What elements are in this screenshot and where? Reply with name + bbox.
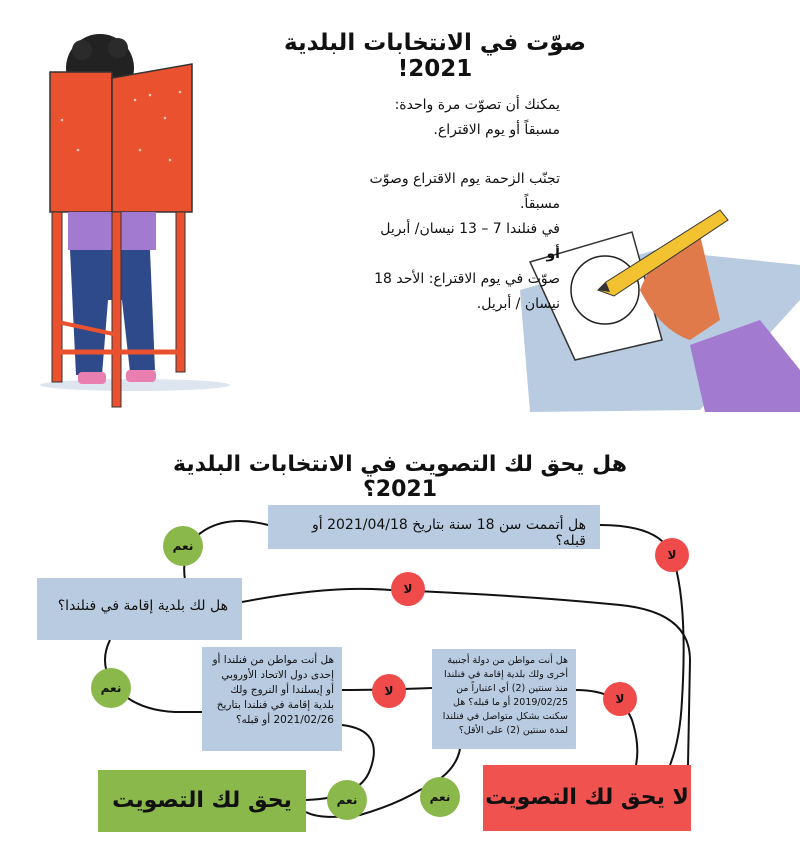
question-municipality: هل لك بلدية إقامة في فنلندا؟ (37, 578, 242, 640)
intro-line: صوّت في يوم الاقتراع: الأحد 18 (374, 271, 560, 287)
result-not-eligible: لا يحق لك التصويت (483, 765, 691, 831)
no-badge: لا (603, 682, 637, 716)
intro-line: مسبقاً أو يوم الاقتراع. (433, 122, 560, 138)
intro-line: مسبقاً. (519, 196, 560, 212)
no-badge: لا (372, 674, 406, 708)
flowchart-title: هل يحق لك التصويت في الانتخابات البلدية 2021؟ (173, 452, 627, 502)
intro-text (330, 93, 560, 317)
result-eligible: يحق لك التصويت (98, 770, 306, 832)
intro-line: تجنّب الزحمة يوم الاقتراع وصوّت (369, 171, 560, 187)
question-foreign-citizen: هل أنت مواطن من دولة أجنبية أخرى ولك بلدية إقامة في فنلندا منذ سنتين (2) أي اعتباراً من 2019/02/25 أو ما قبله؟ هل سكنت بشكل متواصل في فنلندا لمدة سنتين (2) على الأقل؟ (432, 649, 576, 749)
yes-badge: نعم (327, 780, 367, 820)
yes-badge: نعم (91, 668, 131, 708)
intro-line: يمكنك أن تصوّت مرة واحدة: (394, 97, 560, 113)
voting-booth-illustration (40, 34, 230, 407)
yes-badge: نعم (163, 526, 203, 566)
yes-badge: نعم (420, 777, 460, 817)
hand-pencil-illustration (520, 210, 800, 412)
no-badge: لا (655, 538, 689, 572)
question-age: هل أتممت سن 18 سنة بتاريخ 2021/04/18 أو قبله؟ (268, 505, 600, 549)
intro-or: أو (546, 246, 560, 262)
page-title: صوّت في الانتخابات البلدية 2021! (284, 30, 586, 82)
no-badge: لا (391, 572, 425, 606)
intro-line: نيسان / أبريل. (476, 296, 560, 312)
question-eu-citizen: هل أنت مواطن من فنلندا أو إحدى دول الاتحاد الأوروبي أو إيسلندا أو النروج ولك بلدية إقامة في فنلندا بتاريخ 2021/02/26 أو قبله؟ (202, 647, 342, 751)
intro-line: في فنلندا 7 – 13 نيسان/ أبريل (380, 221, 560, 237)
